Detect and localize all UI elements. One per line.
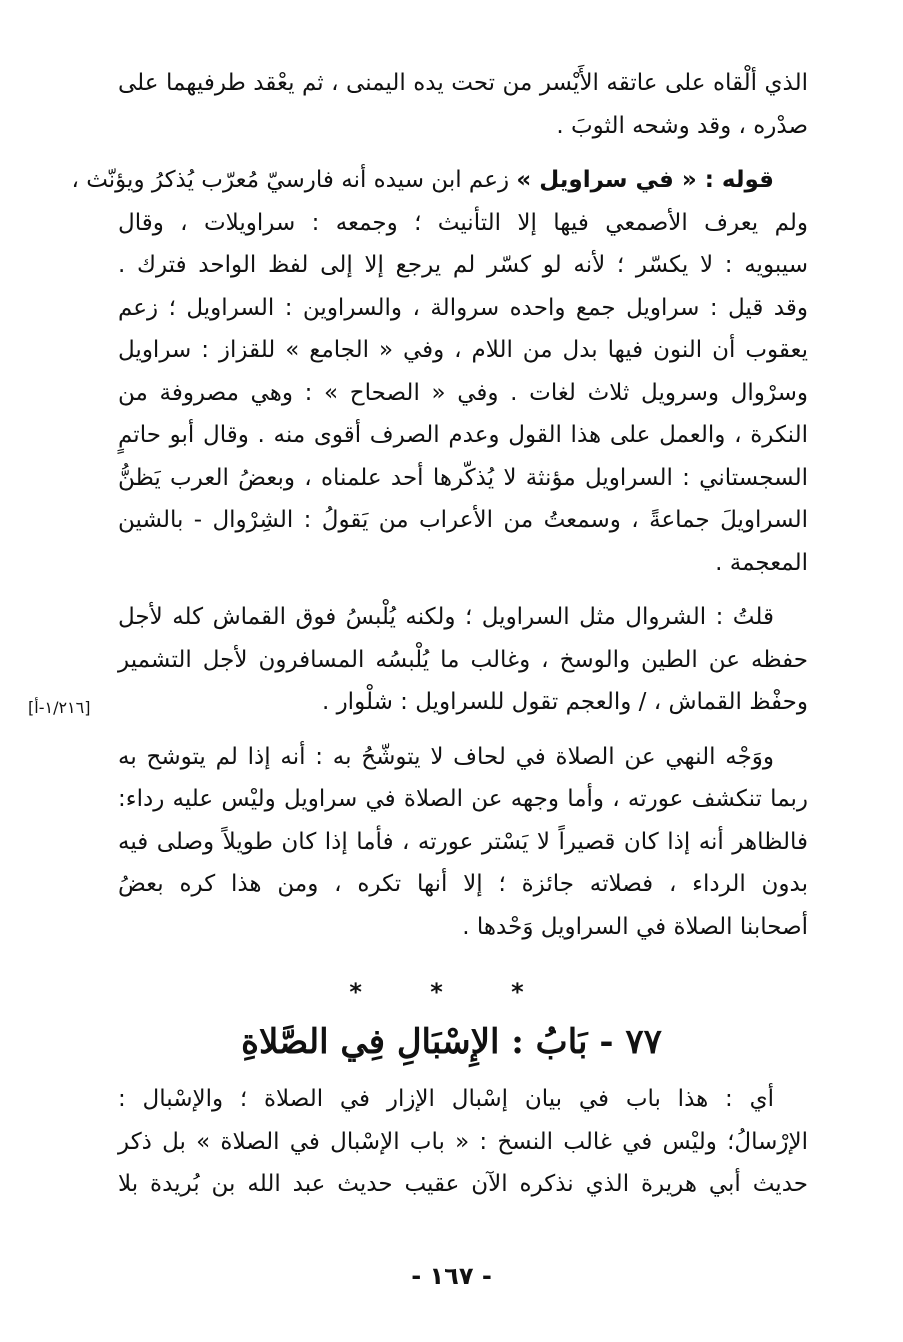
lead-phrase: قوله : « في سراويل »	[516, 167, 774, 193]
page-number: - ١٦٧ -	[411, 1262, 492, 1290]
text-line: ووَجْه النهي عن الصلاة في لحاف لا يتوشّحُ به : أنه إذا لم يتوشح به	[118, 743, 774, 770]
text-line: وحفْظ القماش ، / والعجم تقول للسراويل : شلْوار .	[321, 689, 808, 715]
lead-line-rest: زعم ابن سيده أنه فارسيّ مُعرّب يُذكرُ ويؤنّث ،	[71, 167, 510, 193]
text-line: أصحابنا الصلاة في السراويل وَحْدها .	[462, 913, 808, 940]
text-line: بدون الرداء ، فصلاته جائزة ؛ إلا أنها تكره ، ومن هذا كره بعضُ	[118, 871, 808, 897]
text-line: صدْره ، وقد وشحه الثوبَ .	[556, 112, 808, 139]
margin-folio-note: [١/٢١٦-أ]	[28, 698, 91, 717]
text-line: قلتُ : الشروال مثل السراويل ؛ ولكنه يُلْبسُ فوق القماش كله لأجل	[118, 604, 774, 630]
text-line: السجستاني : السراويل مؤنثة لا يُذكّرها أحد علمناه ، وبعضُ العرب يَظنُّ	[118, 464, 808, 491]
text-line: يعقوب أن النون فيها بدل من اللام ، وفي « الجامع » للقزاز : سراويل	[118, 337, 808, 363]
text-line: حفظه عن الطين والوسخ ، وغالب ما يُلْبسُه المسافرون لأجل التشمير	[118, 646, 808, 673]
text-line: أي : هذا باب في بيان إسْبال الإزار في الصلاة ؛ والإسْبال :	[118, 1086, 774, 1112]
text-line: ولم يعرف الأصمعي فيها إلا التأنيث ؛ وجمعه : سراويلات ، وقال	[118, 209, 808, 236]
text-line: النكرة ، والعمل على هذا القول وعدم الصرف أقوى منه . وقال أبو حاتمٍ	[118, 422, 808, 448]
text-line: وقد قيل : سراويل جمع واحده سروالة ، والسراوين : السراويل ؛ زعم	[118, 294, 808, 321]
section-separator: * * *	[349, 978, 554, 1006]
text-line-with-lead	[71, 159, 808, 202]
main-text	[71, 62, 808, 960]
paragraph-2	[71, 159, 808, 584]
text-line: سيبويه : لا يكسّر ؛ لأنه لو كسّر لم يرجع إلا إلى لفظ الواحد فترك .	[118, 252, 808, 278]
text-line: السراويلَ جماعةً ، وسمعتُ من الأعراب من يَقولُ : الشِرْوال - بالشين	[118, 507, 808, 533]
text-line: فالظاهر أنه إذا كان قصيراً لا يَسْتر عورته ، فأما إذا كان طويلاً وصلى فيه	[118, 828, 808, 855]
text-line: المعجمة .	[715, 549, 808, 576]
text-line: وسرْوال وسرويل ثلاث لغات . وفي « الصحاح » : وهي مصروفة من	[118, 379, 808, 406]
paragraph-1	[118, 62, 808, 147]
paragraph-4	[118, 736, 808, 949]
text-line: الذي ألْقاه على عاتقه الأَيْسر من تحت يده اليمنى ، ثم يعْقد طرفيهما على	[118, 70, 808, 96]
chapter-body	[118, 1078, 808, 1206]
chapter-title: ٧٧ - بَابُ : الإِسْبَالِ فِي الصَّلاةِ	[241, 1022, 662, 1062]
text-line: حديث أبي هريرة الذي نذكره الآن عقيب حديث عبد الله بن بُريدة بلا	[118, 1171, 808, 1197]
paragraph-3	[118, 596, 808, 724]
text-line: ربما تنكشف عورته ، وأما وجهه عن الصلاة في سراويل وليْس عليه رداء:	[118, 786, 808, 812]
text-line: الإرْسالُ؛ وليْس في غالب النسخ : « باب الإسْبال في الصلاة » بل ذكر	[118, 1128, 808, 1155]
